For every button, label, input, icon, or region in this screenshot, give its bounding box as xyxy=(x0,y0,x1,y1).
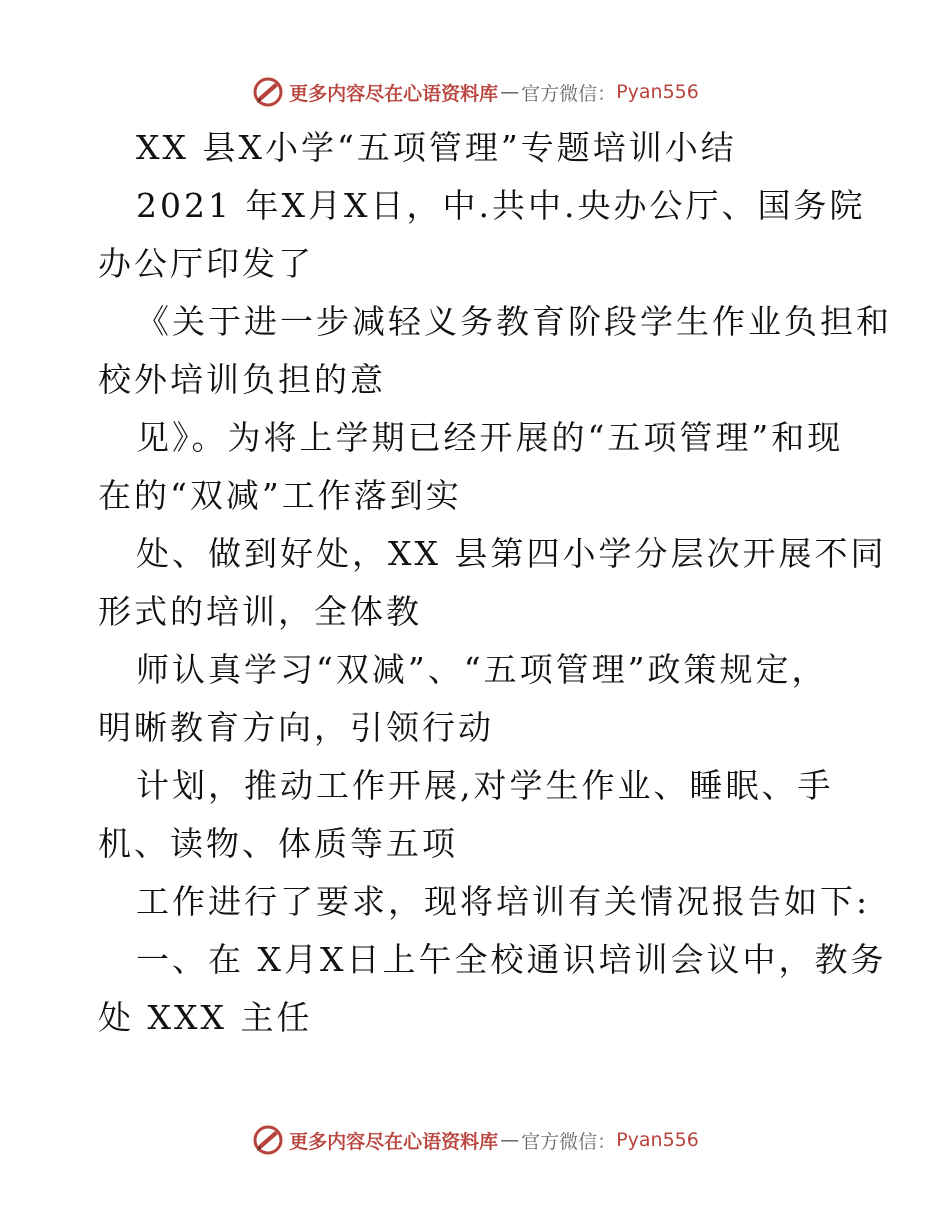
paragraph-line: 2021 年X月X日，中.共中.央办公厅、国务院 xyxy=(136,186,866,225)
watermark-dash: — xyxy=(500,81,520,103)
paragraph-line: 形式的培训，全体教 xyxy=(98,592,422,631)
paragraph-line: 计划，推动工作开展,对学生作业、睡眠、手 xyxy=(136,766,834,805)
paragraph-line: 机、读物、体质等五项 xyxy=(98,824,458,863)
paragraph-line: 《关于进一步减轻义务教育阶段学生作业负担和 xyxy=(136,302,892,341)
paragraph-line: 在的“双减”工作落到实 xyxy=(98,476,462,515)
paragraph-line: 一、在 X月X日上午全校通识培训会议中，教务 xyxy=(136,940,887,979)
watermark-wechat-id: Pyan556 xyxy=(616,81,699,103)
paragraph-line: 处、做到好处，XX 县第四小学分层次开展不同 xyxy=(136,534,887,573)
header-watermark xyxy=(0,72,950,112)
pen-logo-icon xyxy=(251,1123,285,1157)
paragraph-line: 工作进行了要求，现将培训有关情况报告如下: xyxy=(136,882,871,921)
footer-watermark xyxy=(0,1120,950,1160)
pen-logo-icon xyxy=(251,75,285,109)
paragraph-line: 办公厅印发了 xyxy=(98,244,314,283)
paragraph-line: 见》。为将上学期已经开展的“五项管理”和现 xyxy=(136,418,844,457)
paragraph-line: 师认真学习“双减”、“五项管理”政策规定， xyxy=(136,650,828,689)
watermark-wechat-label: 官方微信： xyxy=(521,82,617,105)
watermark-wechat-id: Pyan556 xyxy=(616,1129,699,1151)
watermark-site-text: 更多内容尽在心语资料库 xyxy=(289,82,499,105)
paragraph-line: 明晰教育方向，引领行动 xyxy=(98,708,494,747)
watermark-dash: — xyxy=(500,1129,520,1151)
document-title: XX 县X小学“五项管理”专题培训小结 xyxy=(136,128,737,167)
watermark-site-text: 更多内容尽在心语资料库 xyxy=(289,1130,499,1153)
watermark-wechat-label: 官方微信： xyxy=(521,1130,617,1153)
paragraph-line: 校外培训负担的意 xyxy=(98,360,386,399)
paragraph-line: 处 XXX 主任 xyxy=(98,998,313,1037)
